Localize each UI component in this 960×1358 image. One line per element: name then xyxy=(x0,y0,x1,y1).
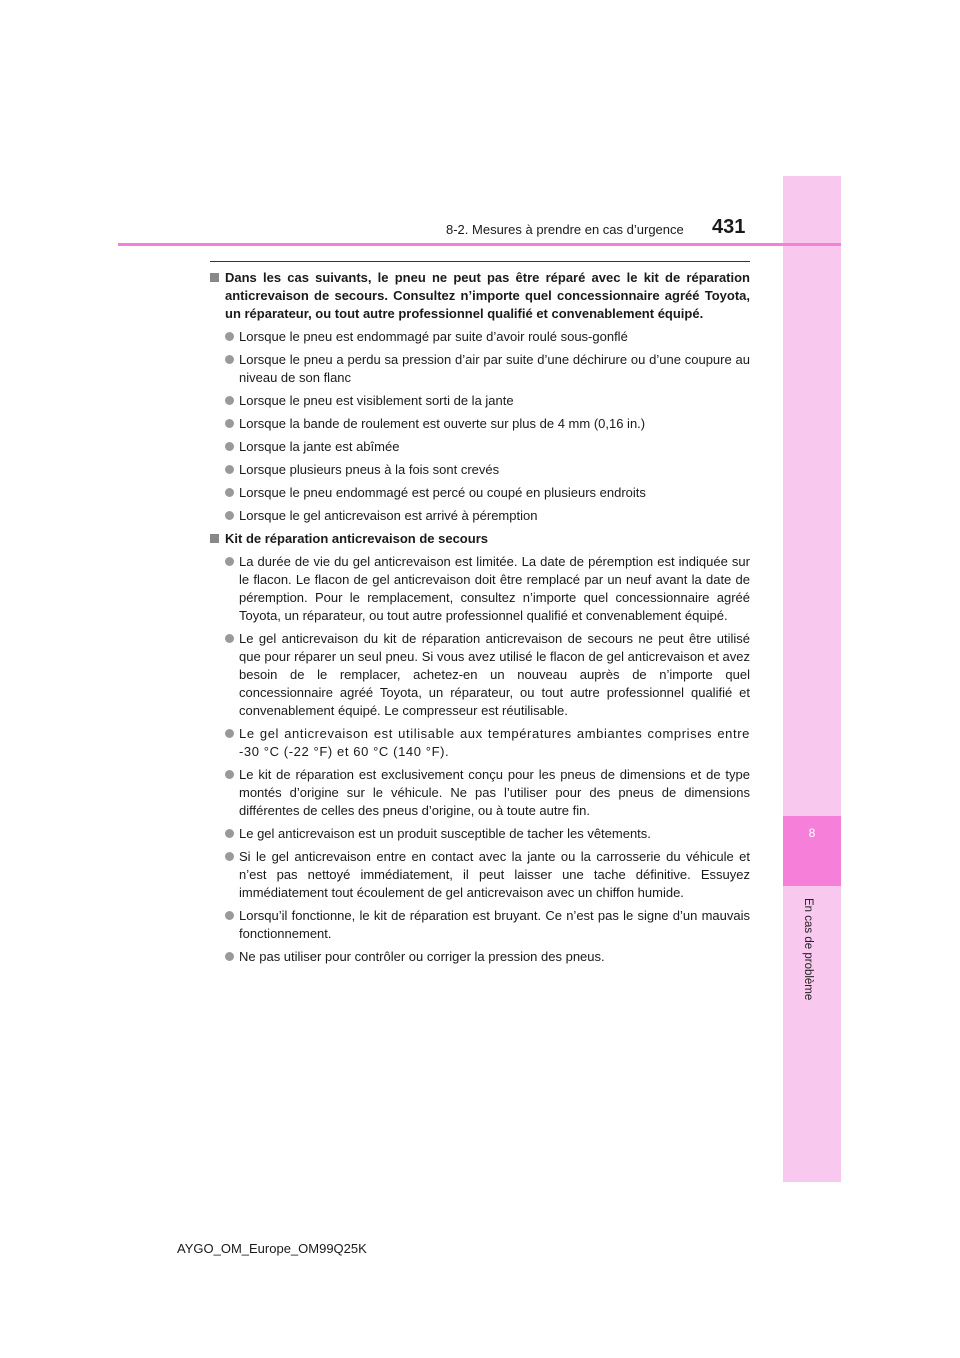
list-item: Le gel anticrevaison du kit de réparation anticrevaison de secours ne peut être utilisé que pour réparer un seul pneu. Si vous avez utilisé le flacon de gel anticrevaison et avez besoin de le remplacer, achetez-en un nouveau auprès de n’importe quel concessionnaire agréé Toyota, un réparateur, ou tout autre professionnel qualifié et convenablement équipé. Le compresseur est réutilisable. xyxy=(210,630,750,720)
round-bullet-icon xyxy=(225,332,234,341)
round-bullet-icon xyxy=(225,770,234,779)
round-bullet-icon xyxy=(225,852,234,861)
round-bullet-icon xyxy=(225,419,234,428)
round-bullet-icon xyxy=(225,511,234,520)
round-bullet-icon xyxy=(225,829,234,838)
round-bullet-icon xyxy=(225,634,234,643)
section-heading: Dans les cas suivants, le pneu ne peut pas être réparé avec le kit de réparation anticrevaison de secours. Consultez n’importe quel concessionnaire agréé Toyota, un réparateur, ou tout autre professionnel qualifié et convenablement équipé. xyxy=(210,269,750,323)
document-id: AYGO_OM_Europe_OM99Q25K xyxy=(177,1241,367,1256)
list-item: Lorsque le pneu est endommagé par suite d’avoir roulé sous-gonflé xyxy=(210,328,750,346)
list-item: Lorsque le pneu est visiblement sorti de la jante xyxy=(210,392,750,410)
list-item: La durée de vie du gel anticrevaison est limitée. La date de péremption est indiquée sur le flacon. Le flacon de gel anticrevaison doit être remplacé par un neuf avant la date de péremption. Pour le remplacement, consultez n’importe quel concessionnaire agréé Toyota, un réparateur, ou tout autre professionnel qualifié et convenablement équipé. xyxy=(210,553,750,625)
round-bullet-icon xyxy=(225,911,234,920)
round-bullet-icon xyxy=(225,465,234,474)
round-bullet-icon xyxy=(225,396,234,405)
header-divider xyxy=(118,243,841,246)
round-bullet-icon xyxy=(225,557,234,566)
content-divider xyxy=(210,261,750,262)
list-item: Le kit de réparation est exclusivement conçu pour les pneus de dimensions et de type montés d’origine sur le véhicule. Ne pas l’utiliser pour des pneus de dimensions différentes de celles des pneus d’origine, ou à toute autre fin. xyxy=(210,766,750,820)
list-item: Lorsque le gel anticrevaison est arrivé à péremption xyxy=(210,507,750,525)
round-bullet-icon xyxy=(225,952,234,961)
list-item: Le gel anticrevaison est un produit susceptible de tacher les vêtements. xyxy=(210,825,750,843)
chapter-title: En cas de problème xyxy=(802,898,814,1001)
round-bullet-icon xyxy=(225,442,234,451)
square-bullet-icon xyxy=(210,273,219,282)
round-bullet-icon xyxy=(225,729,234,738)
chapter-number: 8 xyxy=(808,826,816,840)
list-item: Lorsque le pneu endommagé est percé ou coupé en plusieurs endroits xyxy=(210,484,750,502)
list-item: Si le gel anticrevaison entre en contact avec la jante ou la carrosserie du véhicule et n’est pas nettoyé immédiatement, il peut laisser une tache définitive. Essuyez immédiatement tout écoulement de gel anticrevaison avec un chiffon humide. xyxy=(210,848,750,902)
section-title: 8-2. Mesures à prendre en cas d’urgence xyxy=(446,222,684,237)
square-bullet-icon xyxy=(210,534,219,543)
list-item: Lorsque plusieurs pneus à la fois sont crevés xyxy=(210,461,750,479)
list-item: Lorsque le pneu a perdu sa pression d’air par suite d’une déchirure ou d’une coupure au niveau de son flanc xyxy=(210,351,750,387)
list-item: Lorsque la bande de roulement est ouverte sur plus de 4 mm (0,16 in.) xyxy=(210,415,750,433)
list-item: Ne pas utiliser pour contrôler ou corriger la pression des pneus. xyxy=(210,948,750,966)
list-item: Le gel anticrevaison est utilisable aux températures ambiantes comprises entre -30 °C (-22 °F) et 60 °C (140 °F). xyxy=(210,725,750,761)
round-bullet-icon xyxy=(225,355,234,364)
round-bullet-icon xyxy=(225,488,234,497)
chapter-side-band xyxy=(783,176,841,1182)
page-number: 431 xyxy=(712,216,746,238)
section-heading: Kit de réparation anticrevaison de secours xyxy=(210,530,750,548)
list-item: Lorsqu’il fonctionne, le kit de réparation est bruyant. Ce n’est pas le signe d’un mauvais fonctionnement. xyxy=(210,907,750,943)
list-item: Lorsque la jante est abîmée xyxy=(210,438,750,456)
page-content xyxy=(210,269,750,971)
